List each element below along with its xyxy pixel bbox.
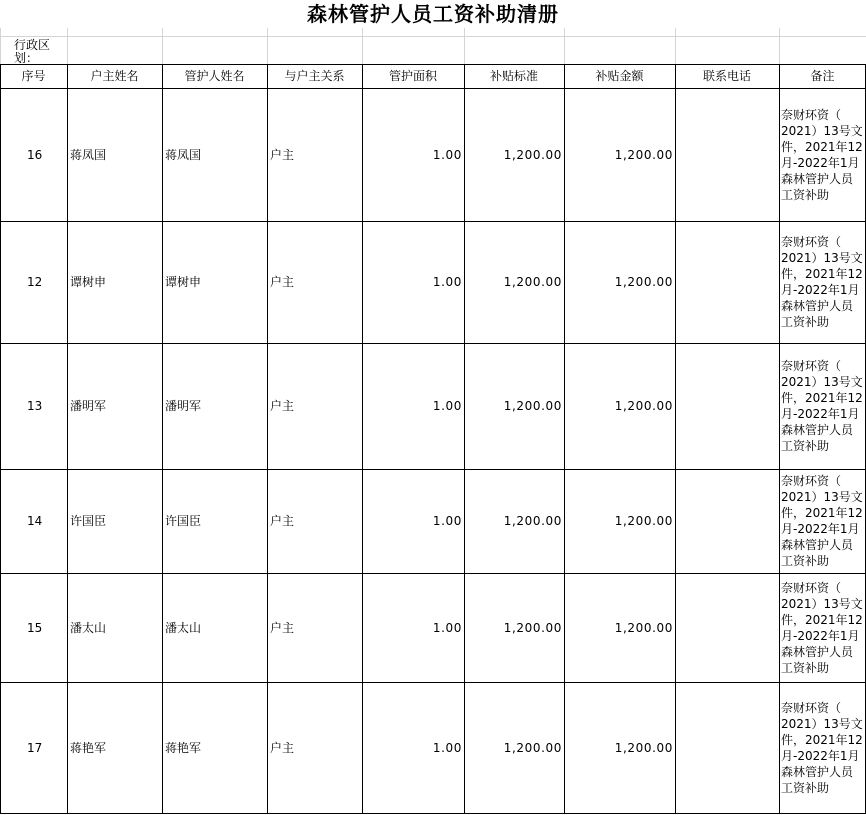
table-cell-seq: 17 [27, 740, 43, 755]
grid-cell [464, 36, 565, 65]
table-cell-keeper: 许国臣 [165, 514, 202, 528]
table-row-border [0, 64, 866, 65]
table-cell-keeper: 蒋凤国 [165, 147, 202, 162]
page-title: 森林管护人员工资补助清册 [307, 2, 559, 26]
table-cell-amount: 1,200.00 [614, 740, 673, 755]
table-cell-area: 1.00 [432, 399, 462, 413]
table-cell-keeper: 潘明军 [165, 399, 202, 413]
table-cell-amount: 1,200.00 [614, 275, 673, 289]
table-cell-head: 潘明军 [70, 399, 107, 413]
table-cell-relation: 户主 [270, 740, 295, 755]
table-cell-standard: 1,200.00 [503, 147, 562, 162]
table-cell-standard: 1,200.00 [503, 399, 562, 413]
table-cell-seq: 16 [27, 147, 43, 162]
table-cell-seq: 14 [27, 514, 43, 528]
table-column-border [162, 64, 163, 813]
table-cell-standard: 1,200.00 [503, 275, 562, 289]
table-cell-note: 奈财环资（ 2021）13号文 件，2021年12 月-2022年1月 森林管护人员 工资补助 [781, 700, 863, 795]
table-cell-relation: 户主 [270, 147, 295, 162]
table-cell-amount: 1,200.00 [614, 147, 673, 162]
table-cell-relation: 户主 [270, 514, 295, 528]
table-cell-note: 奈财环资（ 2021）13号文 件，2021年12 月-2022年1月 森林管护人员 工资补助 [781, 235, 863, 329]
table-cell-seq: 15 [27, 620, 43, 635]
table-cell-note: 奈财环资（ 2021）13号文 件，2021年12 月-2022年1月 森林管护人员 工资补助 [781, 359, 863, 453]
table-column-border [362, 64, 363, 813]
table-cell-head: 蒋凤国 [70, 147, 107, 162]
table-cell-seq: 13 [27, 399, 43, 413]
grid-cell [675, 36, 780, 65]
table-cell-standard: 1,200.00 [503, 620, 562, 635]
table-column-border [267, 64, 268, 813]
column-header: 补贴标准 [489, 69, 538, 83]
table-cell-standard: 1,200.00 [503, 514, 562, 528]
table-cell-phone [675, 573, 779, 682]
table-cell-amount: 1,200.00 [614, 620, 673, 635]
column-header: 备注 [810, 69, 835, 83]
table-cell-seq: 12 [27, 275, 43, 289]
table-cell-keeper: 蒋艳军 [165, 740, 202, 755]
table-cell-area: 1.00 [432, 275, 462, 289]
table-cell-keeper: 潘太山 [165, 620, 202, 635]
table-row-border [0, 343, 866, 344]
table-row-border [0, 573, 866, 574]
table-row-border [0, 221, 866, 222]
table-column-border [464, 64, 465, 813]
table-cell-standard: 1,200.00 [503, 740, 562, 755]
grid-cell [362, 36, 465, 65]
table-cell-note: 奈财环资（ 2021）13号文 件，2021年12 月-2022年1月 森林管护人员 工资补助 [781, 474, 863, 568]
table-cell-phone [675, 469, 779, 573]
column-header: 联系电话 [702, 69, 751, 83]
table-cell-relation: 户主 [270, 620, 295, 635]
table-cell-area: 1.00 [432, 514, 462, 528]
table-cell-head: 许国臣 [70, 514, 107, 528]
grid-cell [564, 36, 676, 65]
grid-cell [67, 36, 163, 65]
table-column-border [67, 64, 68, 813]
grid-cell [162, 36, 268, 65]
column-header: 与户主关系 [284, 69, 345, 83]
table-cell-head: 谭树申 [70, 275, 107, 289]
column-header: 序号 [21, 69, 46, 83]
grid-cell [779, 36, 866, 65]
table-cell-keeper: 谭树申 [165, 275, 202, 289]
column-header: 管护面积 [388, 69, 437, 83]
table-column-border [564, 64, 565, 813]
table-column-border [779, 64, 780, 813]
table-cell-amount: 1,200.00 [614, 514, 673, 528]
column-header: 补贴金额 [595, 69, 644, 83]
table-cell-note: 奈财环资（ 2021）13号文 件，2021年12 月-2022年1月 森林管护人员 工资补助 [781, 107, 863, 202]
column-header: 管护人姓名 [184, 69, 245, 83]
table-cell-area: 1.00 [432, 740, 462, 755]
table-cell-area: 1.00 [432, 147, 462, 162]
table-row-border [0, 88, 866, 89]
table-cell-relation: 户主 [270, 399, 295, 413]
table-cell-head: 蒋艳军 [70, 740, 107, 755]
region-label: 行政区划： [14, 38, 51, 64]
grid-cell [267, 36, 363, 65]
table-row-border [0, 682, 866, 683]
column-header: 户主姓名 [90, 69, 139, 83]
table-cell-phone [675, 682, 779, 813]
table-column-border [675, 64, 676, 813]
table-cell-head: 潘太山 [70, 620, 107, 635]
table-cell-phone [675, 343, 779, 469]
table-column-border [0, 64, 1, 813]
table-cell-amount: 1,200.00 [614, 399, 673, 413]
table-cell-note: 奈财环资（ 2021）13号文 件，2021年12 月-2022年1月 森林管护人员 工资补助 [781, 580, 863, 675]
table-cell-phone [675, 88, 779, 221]
table-row-border [0, 813, 866, 814]
table-row-border [0, 469, 866, 470]
table-cell-relation: 户主 [270, 275, 295, 289]
table-cell-phone [675, 221, 779, 343]
table-cell-area: 1.00 [432, 620, 462, 635]
